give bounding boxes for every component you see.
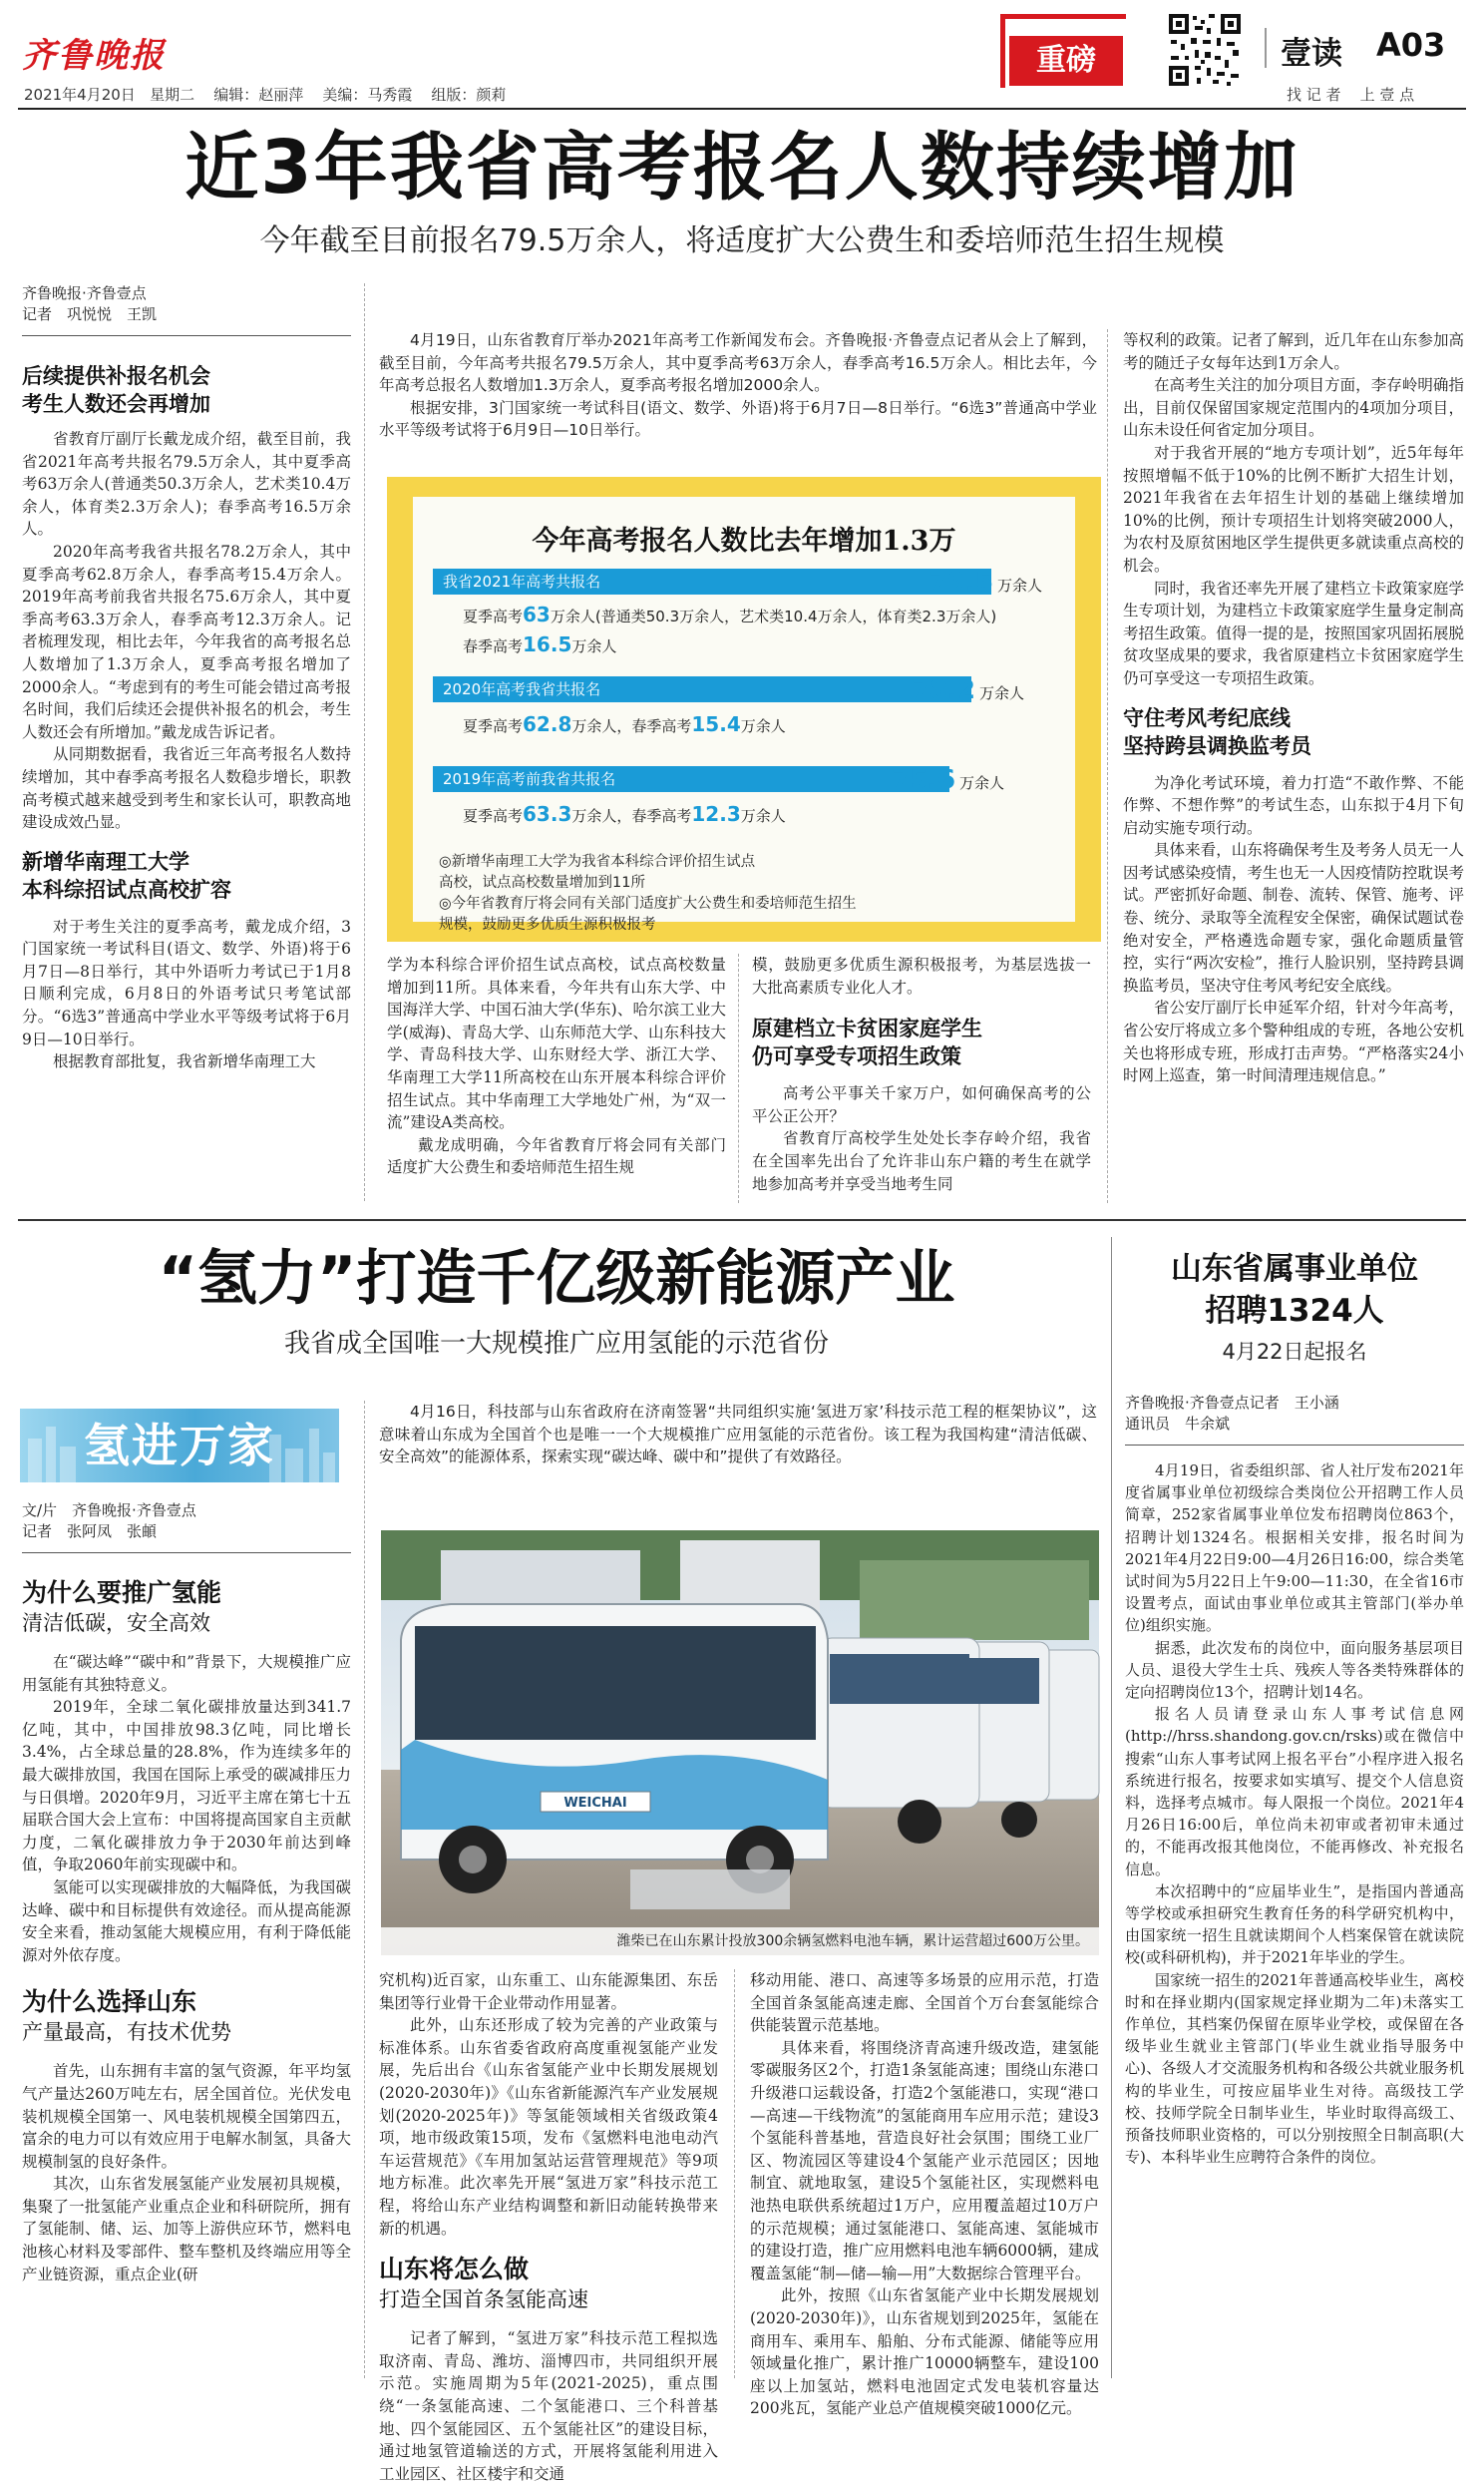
newspaper-logo: 齐鲁晚报 xyxy=(22,36,166,76)
paragraph: 学为本科综合评价招生试点高校，试点高校数量增加到11所。具体来看，今年共有山东大学、中国海洋大学、中国石油大学(华东)、哈尔滨工业大学(威海)、青岛大学、山东师范大学、山东科技大学、青岛科技大学、山东财经大学、浙江大学、华南理工大学11所高校在山东开展本科综合评价招生试点。其中华南理工大学地处广州，为“双一流”建设A类高校。 xyxy=(387,956,726,1132)
stat-label-bar: 2020年高考我省共报名 xyxy=(433,676,971,702)
story-separator xyxy=(18,1219,1466,1221)
stat-detail-value: 16.5 xyxy=(523,632,572,656)
story2-col1 xyxy=(22,1500,351,2378)
paragraph: 对于考生关注的夏季高考，戴龙成介绍，3门国家统一考试科目(语文、数学、外语)将于6月7日—8日举行，其中外语听力考试已于1月8日顺利完成，6月8日的外语考试只考笔试部分。“6选3”普通高中学业水平等级考试将于6月9日—10日举行。 xyxy=(22,917,351,1048)
stat-detail xyxy=(463,712,786,736)
paragraph: 在高考生关注的加分项目方面，李存岭明确指出，目前仅保留国家规定范围内的4项加分项目，山东未设任何省定加分项目。 xyxy=(1123,376,1464,440)
stat-detail-label: 春季高考 xyxy=(463,637,524,655)
stat-detail-label: 夏季高考 xyxy=(463,608,524,625)
story2-subhead-3: 山东将怎么做 xyxy=(379,2255,530,2284)
paragraph: 模，鼓励更多优质生源积极报考，为基层选拔一大批高素质专业化人才。 xyxy=(752,956,1091,997)
stat-detail-text: 万余人 xyxy=(740,807,786,825)
story1-col4 xyxy=(1123,329,1464,1207)
stat-detail-value: 12.3 xyxy=(691,802,741,826)
stat-detail-text: 万余人 xyxy=(740,717,786,735)
paragraph: 2020年高考我省共报名78.2万余人，其中夏季高考62.8万余人，春季高考15.4万余人。2019年高考前我省共报名75.6万余人，其中夏季高考63.3万余人，春季高考12.3万余人。记者梳理发现，相比去年，今年我省的高考报名总人数增加了1.3万余人，夏季高考报名增加了2000余人。“考虑到有的考生可能会错过高考报名时间，我们后续还会提供补报名的机会，考生人数还会有所增加。”戴龙成告诉记者。 xyxy=(22,542,351,741)
stat-detail-value: 63.3 xyxy=(523,802,572,826)
hydrogen-logo xyxy=(20,1409,339,1482)
fuel-cell-bus-image xyxy=(381,1530,1099,1955)
paragraph: 戴龙成明确，今年省教育厅将会同有关部门适度扩大公费生和委培师范生招生规 xyxy=(387,1135,726,1177)
stat-detail-text: 万余人，春季高考 xyxy=(571,717,692,735)
story3-headline-1: 山东省属事业单位 xyxy=(1171,1251,1418,1287)
paragraph: 对于我省开展的“地方专项计划”，近5年每年按照增幅不低于10%的比例不断扩大招生计划，2021年我省在去年招生计划的基础上继续增加10%的比例，预计专项招生计划将突破2000人，为农村及原贫困地区学生提供更多就读重点高校的机会。 xyxy=(1123,443,1464,575)
column-divider xyxy=(364,283,365,1201)
story1-col1 xyxy=(22,283,351,1211)
issue-weekday: 星期二 xyxy=(150,86,195,104)
paragraph: 省教育厅副厅长戴龙成介绍，截至目前，我省2021年高考共报名79.5万余人，其中夏季高考63万余人(普通类50.3万余人，艺术类10.4万余人，体育类2.3万余人)；春季高考16.5万余人。 xyxy=(22,430,351,539)
stat-unit: 万余人 xyxy=(979,684,1025,702)
bus-brand-text: WEICHAI xyxy=(563,1796,627,1811)
stat-total: 78.2 xyxy=(912,675,976,705)
story3-subheadline: 4月22日起报名 xyxy=(1222,1340,1367,1364)
paragraph: 具体来看，将围绕济青高速升级改造，建氢能零碳服务区2个，打造1条氢能高速；围绕山东港口升级港口运载设备，打造2个氢能港口，实现“港口—高速—干线物流”的氢能商用车应用示范；建设3个氢能科普基地，营造良好社会氛围；围绕工业厂区、物流园区等建设4个氢能产业示范园区；因地制宜、就地取氢，建设5个氢能社区，实现燃料电池热电联供系统超过1万户，应用覆盖超过10万户的示范规模；通过氢能港口、氢能高速、氢能城市的建设打造，推广应用燃料电池车辆6000辆，建成覆盖氢能“制—储—输—用”大数据综合管理平台。 xyxy=(750,2038,1099,2282)
paragraph: 4月19日，省委组织部、省人社厅发布2021年度省属事业单位初级综合类岗位公开招聘工作人员简章，252家省属事业单位发布招聘岗位863个，招聘计划1324名。根据相关安排，报名时间为2021年4月22日9:00—4月26日16:00，综合类笔试时间为5月22日上午9:00—11:30，在全省16市设置考点，面试由事业单位或其主管部门(举办单位)组织实施。 xyxy=(1125,1461,1464,1635)
photo-caption: 潍柴已在山东累计投放300余辆氢燃料电池车辆，累计运营超过600万公里。 xyxy=(381,1927,1099,1955)
story2-subhead-3b: 打造全国首条氢能高速 xyxy=(379,2287,588,2312)
stat-label-bar: 2019年高考前我省共报名 xyxy=(433,766,949,792)
masthead-rule xyxy=(18,108,1466,110)
stat-detail-label: 夏季高考 xyxy=(463,807,524,825)
stat-detail xyxy=(463,603,996,626)
lead-paragraph: 根据安排，3门国家统一考试科目(语文、数学、外语)将于6月7日—8日举行。“6选3”普通高中学业水平等级考试将于6月9日—10日举行。 xyxy=(379,398,1097,440)
lead-paragraph: 4月16日，科技部与山东省政府在济南签署“共同组织实施‘氢进万家’科技示范工程的框架协议”，这意味着山东成为全国首个也是唯一一个大规模推广应用氢能的示范省份。该工程为我国构建“清洁低碳、安全高效”的能源体系，探索实现“碳达峰、碳中和”提供了有效路径。 xyxy=(379,1403,1097,1466)
stat-unit: 万余人 xyxy=(997,577,1043,595)
paragraph: 氢能可以实现碳排放的大幅降低，为我国碳达峰、碳中和目标提供有效途径。而从提高能源安全来看，推动氢能大规模应用，有利于降低能源对外依存度。 xyxy=(22,1877,351,1964)
story2-subheadline: 我省成全国唯一大规模推广应用氢能的示范省份 xyxy=(283,1329,829,1359)
story1-subhead-3: 原建档立卡贫困家庭学生 仍可享受专项招生政策 xyxy=(752,1017,982,1069)
story1-col2 xyxy=(387,954,726,1203)
story2-byline-reporters: 记者 张阿凤 张頔 xyxy=(22,1522,158,1540)
issue-info xyxy=(24,84,506,105)
stat-detail-text: 万余人，春季高考 xyxy=(571,807,692,825)
hydrogen-logo-text: 氢进万家 xyxy=(84,1419,275,1472)
infobox-note: ◎新增华南理工大学为我省本科综合评价招生试点高校，试点高校数量增加到11所 xyxy=(439,854,756,891)
stat-detail-text: 万余人(普通类50.3万余人，艺术类10.4万余人，体育类2.3万余人) xyxy=(550,608,997,625)
slogan: 找 记 者 上 壹 点 xyxy=(1287,86,1415,104)
stat-detail-label: 夏季高考 xyxy=(463,717,524,735)
art-credit: 美编：马秀霞 xyxy=(322,86,413,104)
story3-headline-2: 招聘1324人 xyxy=(1205,1293,1384,1329)
stat-detail-value: 62.8 xyxy=(523,712,572,736)
paragraph: 此外，按照《山东省氢能产业中长期发展规划(2020-2030年)》，山东省规划到2025年，氢能在商用车、乘用车、船舶、分布式能源、储能等应用领域量化推广，累计推广10000辆整车，建设100座以上加氢站，燃料电池固定式发电装机容量达200兆瓦，氢能产业总产值规模突破1000亿元。 xyxy=(750,2286,1099,2418)
paragraph: 从同期数据看，我省近三年高考报名人数持续增加，其中春季高考报名人数稳步增长，职教高考模式越来越受到考生和家长认可，职教高地建设成效凸显。 xyxy=(22,745,351,832)
column-name: 壹读 xyxy=(1281,36,1342,72)
editor-credit: 编辑：赵丽萍 xyxy=(213,86,304,104)
story2-col3 xyxy=(750,1969,1099,2418)
section-tab: 重磅 xyxy=(1009,36,1123,86)
story1-byline-source: 齐鲁晚报·齐鲁壹点 xyxy=(22,284,147,302)
story1-subhead-2: 新增华南理工大学 本科综招试点高校扩容 xyxy=(22,849,231,902)
stat-detail-value: 63 xyxy=(523,603,551,626)
story3-byline-correspondent: 通讯员 牛余斌 xyxy=(1125,1415,1231,1433)
lead-paragraph: 4月19日，山东省教育厅举办2021年高考工作新闻发布会。齐鲁晚报·齐鲁壹点记者从会上了解到，截至目前，今年高考共报名79.5万余人，其中夏季高考63万余人，春季高考16.5万余人。相比去年，今年高考总报名人数增加1.3万余人，夏季高考报名增加2000余人。 xyxy=(379,331,1097,395)
infobox-note: ◎今年省教育厅将会同有关部门适度扩大公费生和委培师范生招生规模，鼓励更多优质生源积极报考 xyxy=(439,896,857,933)
infobox-title: 今年高考报名人数比去年增加1.3万 xyxy=(532,526,956,557)
story2-subhead-1b: 清洁低碳，安全高效 xyxy=(22,1611,210,1635)
qr-code-icon xyxy=(1167,12,1243,88)
paragraph: 为净化考试环境，着力打造“不敢作弊、不能作弊、不想作弊”的考试生态，山东拟于4月下旬启动实施专项行动。 xyxy=(1123,773,1464,837)
paragraph: 具体来看，山东将确保考生及考务人员无一人因考试感染疫情，考生也无一人因疫情防控耽误考试。严密抓好命题、制卷、流转、保管、施考、评卷、统分、录取等全流程安全保密，确保试题试卷绝对安全，严格遴选命题专家，强化命题质量管控，实行“两次安检”，推行人脸识别，坚持跨县调换监考员，坚决守住考风考纪安全底线。 xyxy=(1123,841,1464,995)
paragraph: 报名人员请登录山东人事考试信息网(http://hrss.shandong.gov.cn/rsks)或在微信中搜索“山东人事考试网上报名平台”小程序进入报名系统进行报名，按要求如实填写、提交个人信息资料，选择考点城市。每人限报一个岗位。2021年4月26日16:00后，单位尚未初审或者初审未通过的，不能再改报其他岗位，不能再修改、补充报名信息。 xyxy=(1125,1705,1464,1878)
masthead-divider xyxy=(1265,28,1267,68)
paragraph: 此外，山东还形成了较为完善的产业政策与标准体系。山东省委省政府高度重视氢能产业发展，先后出台《山东省氢能产业中长期发展规划(2020-2030年)》《山东省新能源汽车产业发展规划(2020-2025年)》等氢能领域相关省级政策4项，地市级政策15项，发布《氢燃料电池电动汽车运营规范》《车用加氢站运营管理规范》等9项地方标准。此次率先开展“氢进万家”科技示范工程，将给山东产业结构调整和新旧动能转换带来新的机遇。 xyxy=(379,2016,718,2238)
bus-photo xyxy=(381,1530,1099,1955)
story1-subhead-1: 后续提供补报名机会 考生人数还会再增加 xyxy=(22,364,210,416)
story1-lead xyxy=(379,329,1097,465)
stat-row-2020 xyxy=(433,676,1061,746)
story1-headline: 近3年我省高考报名人数持续增加 xyxy=(185,125,1299,210)
story1-byline-reporters: 记者 巩悦悦 王凯 xyxy=(22,305,158,323)
paragraph: 省教育厅高校学生处处长李存岭介绍，我省在全国率先出台了允许非山东户籍的考生在就学地参加高考并享受当地考生同 xyxy=(752,1129,1091,1193)
story1-subheadline: 今年截至目前报名79.5万余人，将适度扩大公费生和委培师范生招生规模 xyxy=(259,223,1225,258)
stat-total: 79.5 xyxy=(929,568,994,598)
paragraph: 等权利的政策。记者了解到，近几年在山东参加高考的随迁子女每年达到1万余人。 xyxy=(1123,331,1464,372)
stat-row-2021 xyxy=(433,569,1061,660)
story1-col3 xyxy=(752,954,1091,1203)
story2-subhead-2: 为什么选择山东 xyxy=(22,1987,197,2017)
stats-infobox xyxy=(387,477,1101,942)
story2-byline-source: 文/片 齐鲁晚报·齐鲁壹点 xyxy=(22,1501,196,1519)
story2-lead xyxy=(379,1401,1097,1536)
masthead xyxy=(0,0,1484,110)
paragraph: 同时，我省还率先开展了建档立卡政策家庭学生专项计划，为建档立卡政策家庭学生量身定制高考招生政策。值得一提的是，按照国家巩固拓展脱贫攻坚成果的要求，我省原建档立卡贫困家庭学生仍可享受这一专项招生政策。 xyxy=(1123,579,1464,687)
column-divider xyxy=(1111,1237,1112,2378)
paragraph: 省公安厅副厅长申延军介绍，针对今年高考，省公安厅将成立多个警种组成的专班，各地公安机关也将形成专班，形成打击声势。“严格落实24小时网上巡查，第一时间清理违规信息。” xyxy=(1123,999,1464,1085)
page-number: A03 xyxy=(1376,26,1446,64)
layout-credit: 组版：颜莉 xyxy=(431,86,507,104)
paragraph: 国家统一招生的2021年普通高校毕业生，离校时和在择业期内(国家规定择业期为二年)未落实工作单位，其档案仍保留在原毕业学校，或保留在各级毕业生就业主管部门(毕业生就业指导服务中心)、各级人才交流服务机构和各级公共就业服务机构的毕业生，可按应届毕业生对待。高级技工学校、技师学院全日制毕业生，毕业时取得高级工、预备技师职业资格的，可以分别按照全日制高职(大专)、本科毕业生应聘符合条件的岗位。 xyxy=(1125,1970,1464,2167)
paragraph: 首先，山东拥有丰富的氢气资源，年平均氢气产量达260万吨左右，居全国首位。光伏发电装机规模全国第一、风电装机规模全国第四五，富余的电力可以有效应用于电解水制氢，具备大规模制氢的良好条件。 xyxy=(22,2062,351,2171)
paragraph: 移动用能、港口、高速等多场景的应用示范，打造全国首条氢能高速走廊、全国首个万台套氢能综合供能装置示范基地。 xyxy=(750,1971,1099,2035)
paragraph: 其次，山东省发展氢能产业发展初具规模，集聚了一批氢能产业重点企业和科研院所，拥有了氢能制、储、运、加等上游供应环节，燃料电池核心材料及零部件、整车整机及终端应用等全产业链资源，重点企业(研 xyxy=(22,2175,351,2283)
paragraph: 根据教育部批复，我省新增华南理工大 xyxy=(53,1052,316,1071)
story2-col2 xyxy=(379,1969,718,2483)
column-divider xyxy=(1107,329,1108,1203)
stat-detail-text: 万余人 xyxy=(571,637,617,655)
paragraph: 据悉，此次发布的岗位中，面向服务基层项目人员、退役大学生士兵、残疾人等各类特殊群体的定向招聘岗位13个，招聘计划14名。 xyxy=(1125,1638,1464,1702)
story2-subhead-1: 为什么要推广氢能 xyxy=(22,1578,222,1607)
stat-detail-value: 15.4 xyxy=(691,712,741,736)
column-divider xyxy=(734,1969,735,2378)
stat-detail xyxy=(463,632,616,656)
stat-detail xyxy=(463,802,786,826)
story1-subhead-4: 守住考风考纪底线 坚持跨县调换监考员 xyxy=(1123,705,1311,758)
story3-body xyxy=(1125,1393,1464,2380)
story3-byline-source: 齐鲁晚报·齐鲁壹点记者 王小涵 xyxy=(1125,1394,1339,1412)
paragraph: 本次招聘中的“应届毕业生”，是指国内普通高等学校或承担研究生教育任务的科学研究机构中，由国家统一招生且就读期间个人档案保管在就读院校(或科研机构)，并于2021年毕业的学生。 xyxy=(1125,1881,1464,1967)
paragraph: 记者了解到，“氢进万家”科技示范工程拟选取济南、青岛、潍坊、淄博四市，共同组织开展示范。实施周期为5年(2021-2025)，重点围绕“一条氢能高速、二个氢能港口、三个科普基地、四个氢能园区、五个氢能社区”的建设目标，通过地氢管道输送的方式，开展将氢能利用进入工业园区、社区楼宇和交通 xyxy=(379,2329,718,2483)
column-divider xyxy=(738,954,739,1203)
story2-headline: “氢力”打造千亿级新能源产业 xyxy=(158,1244,955,1314)
paragraph: 高考公平事关千家万户，如何确保高考的公平公正公开？ xyxy=(752,1084,1091,1125)
stat-row-2019 xyxy=(433,766,1061,836)
stat-label-bar: 我省2021年高考共报名 xyxy=(433,569,991,595)
paragraph: 在“碳达峰”“碳中和”背景下，大规模推广应用氢能有其独特意义。 xyxy=(22,1653,351,1694)
stat-unit: 万余人 xyxy=(959,774,1005,792)
column-divider xyxy=(364,1401,365,2378)
paragraph: 究机构)近百家，山东重工、山东能源集团、东岳集团等行业骨干企业带动作用显著。 xyxy=(379,1971,718,2012)
paragraph: 2019年，全球二氧化碳排放量达到341.7亿吨，其中，中国排放98.3亿吨，同比增长3.4%，占全球总量的28.8%，作为连续多年的最大碳排放国，我国在国际上承受的碳减排压力与日俱增。2020年9月，习近平主席在第七十五届联合国大会上宣布：中国将提高国家自主贡献力度，二氧化碳排放力争于2030年前达到峰值，争取2060年前实现碳中和。 xyxy=(22,1698,351,1874)
story2-subhead-2b: 产量最高，有技术优势 xyxy=(22,2020,231,2045)
issue-date: 2021年4月20日 xyxy=(24,86,136,104)
stat-total: 75.6 xyxy=(892,765,956,795)
